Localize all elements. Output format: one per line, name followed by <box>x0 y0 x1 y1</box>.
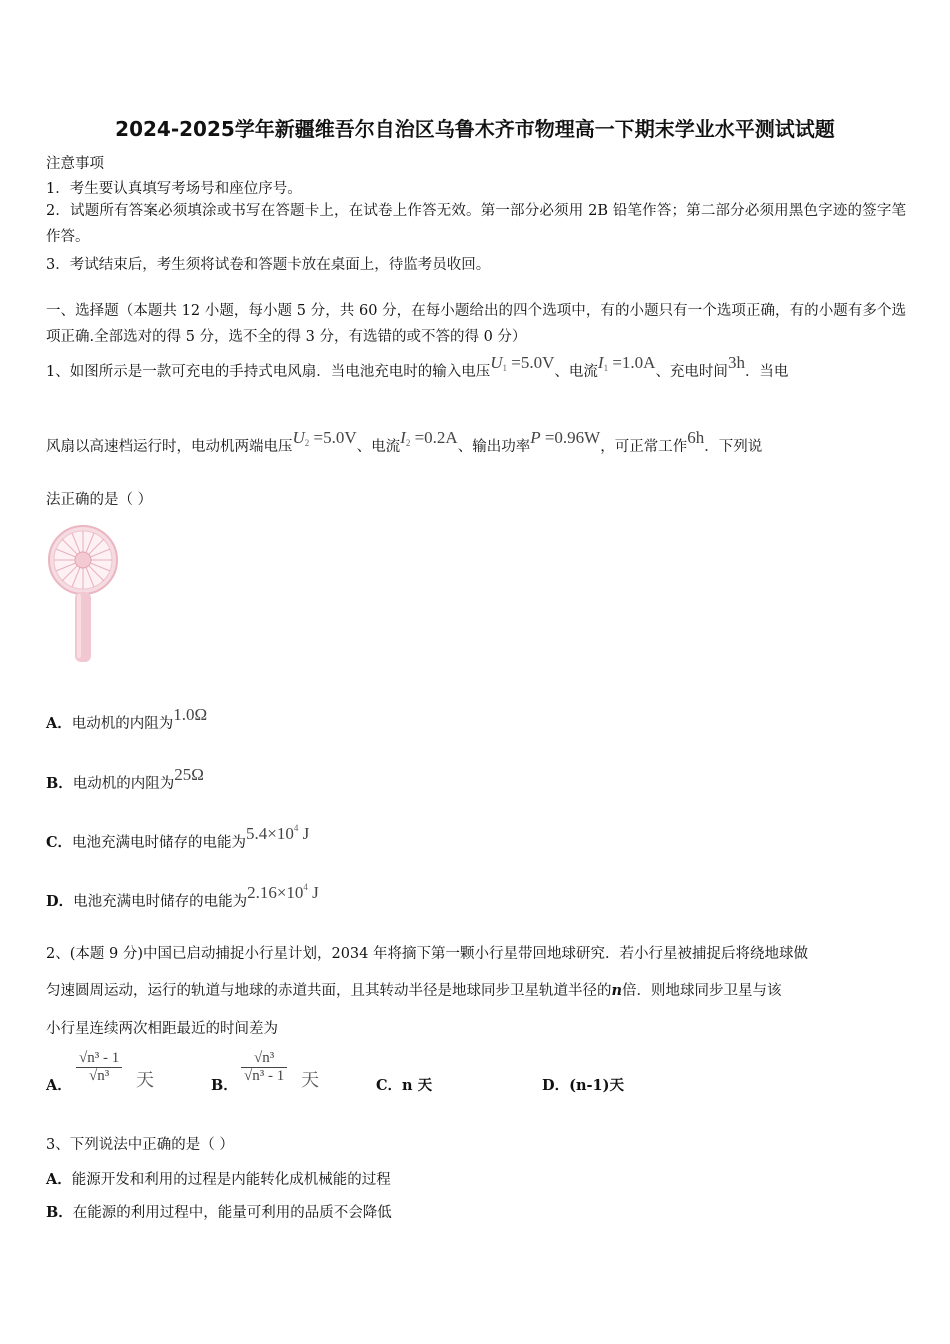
q2-option-a-fraction[interactable]: $\frac{\text{√n³ - 1}}{\text{√n³}}$ <box>76 1050 122 1085</box>
q1-option-a[interactable]: A．电动机的内阻为1.0Ω <box>46 705 208 732</box>
q1-line-1: 1、如图所示是一款可充电的手持式电风扇．当电池充电时的输入电压$U_1 =5.0V$、电流$I_1 =1.0A$、充电时间3h．当电 <box>46 353 789 380</box>
q2-option-a-label[interactable]: A． <box>46 1077 72 1094</box>
q2-line-2: 匀速圆周运动，运行的轨道与地球的赤道共面，且其转动半径是地球同步卫星轨道半径的n倍．则地球同步卫星与该 <box>46 982 782 999</box>
u2-formula: $U_2 =5.0V$ <box>292 428 357 448</box>
exam-page: 2024-2025学年新疆维吾尔自治区乌鲁木齐市物理高一下期末学业水平测试试题 注意事项 1．考生要认真填写考场号和座位序号。 2．试题所有答案必须填涂或书写在答题卡上，在试卷上作答无效。第一部分必须用 2B 铅笔作答；第二部分必须用黑色字迹的签字笔作答。 3．考试结束后，考生须将试卷和答题卡放在桌面上，待监考员收回。 一、选择题（本题共 12 小题，每小题 5 分，共 60 分，在每小题给出的四个选项中，有的小题只有一个选项正确，有的小题有多个选项正确.全部选对的得 5 分，选不全的得 3 分，有选错的或不答的得 0 分） 1、如图所示是一款可充电的手持式电风扇．当电池充电时的输入电压$U_1 =5.0V$、电流$I_1 =1.0A$、充电时间3h．当电 风扇以高速档运行时，电动机两端电压$U_2 =5.0V$、电流$I_2 =0.2A$、输出功率P =0.96W，可正常工作6h．下列说 法正确的是（ ） A．电动机的内阻为1.0Ω B．电动机的内阻为25Ω C．电池充满电时储存的电能为$5.4\times 10^4$ J D．电池充满电时储存的电能为$2.16\times 10^4$ J 2、(本题 9 分)中国已启动捕捉小行星计划，2034 年将摘下第一颗小行星带回地球研究．若小行星被捕捉后将绕地球做 匀速圆周运动，运行的轨道与地球的赤道共面，且其转动半径是地球同步卫星轨道半径的n倍．则地球同步卫星与该 小行星连续两次相距最近的时间差为 A． $\frac{\text{√n³ - 1}}{\text{√n³}}$ 天 B． $\frac{\text{√n³}}{\text{√n³ - 1}}$ 天 C．n 天 D．(n-1)天 3、下列说法中正确的是（ ） A．能源开发和利用的过程是内能转化成机械能的过程 B．在能源的利用过程中，能量可利用的品质不会降低 <box>0 0 950 1344</box>
q1-line-3: 法正确的是（ ） <box>46 492 153 508</box>
q3-stem: 3、下列说法中正确的是（ ） <box>46 1137 234 1153</box>
q2-option-c[interactable]: C．n 天 <box>376 1077 433 1094</box>
notice-item-2: 2．试题所有答案必须填涂或书写在答题卡上，在试卷上作答无效。第一部分必须用 2B 铅笔作答；第二部分必须用黑色字迹的签字笔作答。 <box>46 203 906 245</box>
section-intro: 一、选择题（本题共 12 小题，每小题 5 分，共 60 分，在每小题给出的四个选项中，有的小题只有一个选项正确，有的小题有多个选项正确.全部选对的得 5 分，选不全的得 3 分，有选错的或不答的得 0 分） <box>46 303 906 345</box>
i2-formula: $I_2 =0.2A$ <box>400 428 458 448</box>
u1-formula: $U_1 =5.0V$ <box>490 353 555 373</box>
q2-option-b-label[interactable]: B． <box>211 1077 238 1094</box>
charge-time: 3h <box>727 353 745 372</box>
q2-line-3: 小行星连续两次相距最近的时间差为 <box>46 1021 278 1037</box>
q1-line-2: 风扇以高速档运行时，电动机两端电压$U_2 =5.0V$、电流$I_2 =0.2A$、输出功率P =0.96W，可正常工作6h．下列说 <box>46 428 763 455</box>
q1-option-c[interactable]: C．电池充满电时储存的电能为$5.4\times 10^4$ J <box>46 823 310 851</box>
q3-option-b[interactable]: B．在能源的利用过程中，能量可利用的品质不会降低 <box>46 1204 392 1221</box>
q1-option-d[interactable]: D．电池充满电时储存的电能为$2.16\times 10^4$ J <box>46 882 319 910</box>
q2-option-b-fraction[interactable]: $\frac{\text{√n³}}{\text{√n³ - 1}}$ <box>241 1050 287 1085</box>
q1-text: 1、如图所示是一款可充电的手持式电风扇．当电池充电时的输入电压 <box>46 364 491 380</box>
handheld-fan-image <box>44 522 122 664</box>
notice-item-3: 3．考试结束后，考生须将试卷和答题卡放在桌面上，待监考员收回。 <box>46 257 491 273</box>
notice-heading: 注意事项 <box>46 156 104 172</box>
q1-option-b[interactable]: B．电动机的内阻为25Ω <box>46 765 204 792</box>
q3-option-a[interactable]: A．能源开发和利用的过程是内能转化成机械能的过程 <box>46 1171 391 1188</box>
work-time: 6h <box>687 428 705 447</box>
page-title: 2024-2025学年新疆维吾尔自治区乌鲁木齐市物理高一下期末学业水平测试试题 <box>115 117 835 141</box>
q2-option-d[interactable]: D．(n-1)天 <box>542 1077 624 1094</box>
power-formula: P =0.96W <box>530 428 601 447</box>
i1-formula: $I_1 =1.0A$ <box>597 353 656 373</box>
q2-line-1: 2、(本题 9 分)中国已启动捕捉小行星计划，2034 年将摘下第一颗小行星带回地球研究．若小行星被捕捉后将绕地球做 <box>46 946 808 962</box>
notice-item-1: 1．考生要认真填写考场号和座位序号。 <box>46 181 302 197</box>
